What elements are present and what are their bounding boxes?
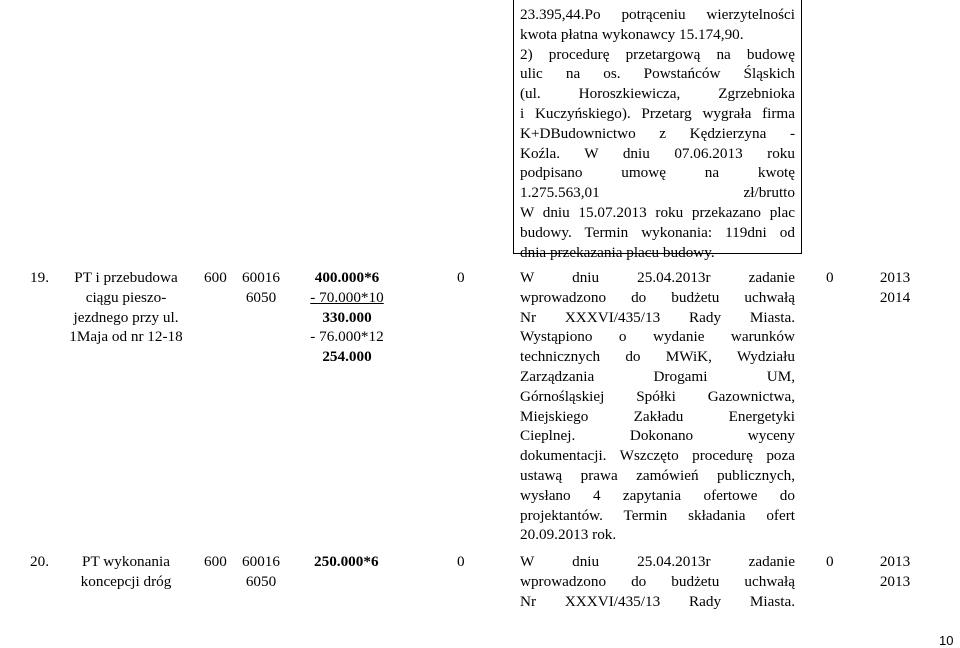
- desc-line: Cieplnej. Dokonano wyceny: [520, 427, 795, 445]
- desc-line: W dniu 25.04.2013r zadanie: [520, 269, 795, 286]
- task-name-line: ciągu pieszo-: [85, 288, 167, 306]
- amount-line: 400.000*6: [314, 269, 380, 286]
- row-19-advance: 0: [826, 269, 834, 286]
- rozdzial: 60016: [242, 553, 280, 570]
- top-line: 2) procedurę przetargową na budowę: [520, 45, 795, 63]
- task-name-line: jezdnego przy ul.: [73, 308, 179, 326]
- top-line: 1.275.563,01 zł/brutto: [520, 184, 795, 202]
- amount-line: - 76.000*12: [310, 328, 384, 346]
- desc-line: wprowadzono do budżetu uchwałą: [520, 572, 795, 590]
- row-20-amount: 250.000*6: [314, 553, 379, 570]
- desc-line: wysłano 4 zapytania ofertowe do: [520, 486, 795, 504]
- row-19-dzial: 600: [204, 269, 227, 286]
- task-name-line: 1Maja od nr 12-18: [69, 328, 183, 346]
- row-19-rozdzial-paragraf: [234, 268, 288, 308]
- amount-line: 330.000: [322, 308, 372, 326]
- year-start: 2013: [879, 553, 911, 570]
- top-line: K+DBudownictwo z Kędzierzyna -: [520, 124, 795, 142]
- top-description-cell: [520, 5, 795, 262]
- task-name-line: PT i przebudowa: [74, 269, 178, 286]
- desc-line: Wystąpiono o wydanie warunków: [520, 328, 795, 346]
- page-number: 10: [939, 633, 954, 648]
- desc-line: Zarządzania Drogami UM,: [520, 367, 795, 385]
- desc-line: dokumentacji. Wszczęto procedurę poza: [520, 447, 795, 465]
- paragraf: 6050: [245, 572, 277, 590]
- task-name-line: PT wykonania: [82, 553, 170, 570]
- top-line: budowy. Termin wykonania: 119dni od: [520, 223, 795, 241]
- top-line: W dniu 15.07.2013 roku przekazano plac: [520, 203, 795, 221]
- desc-line: W dniu 25.04.2013r zadanie: [520, 553, 795, 570]
- row-20-dzial: 600: [204, 553, 227, 570]
- amount-line: - 70.000*10: [310, 288, 384, 306]
- row-19-lp: 19.: [30, 269, 49, 286]
- year-end: 2013: [879, 572, 911, 590]
- desc-line: Nr XXXVI/435/13 Rady Miasta.: [520, 592, 795, 610]
- top-line: dnia przekazania placu budowy.: [520, 243, 715, 261]
- row-20-lp: 20.: [30, 553, 49, 570]
- desc-line: Nr XXXVI/435/13 Rady Miasta.: [520, 308, 795, 326]
- top-line: kwota płatna wykonawcy 15.174,90.: [520, 25, 744, 43]
- row-19-years: [870, 268, 920, 308]
- task-name-line: koncepcji dróg: [80, 572, 172, 590]
- row-20-rozdzial-paragraf: [234, 552, 288, 592]
- top-line: podpisano umowę na kwotę: [520, 164, 795, 182]
- year-start: 2013: [879, 269, 911, 286]
- top-line: 23.395,44.Po potrąceniu wierzytelności: [520, 6, 795, 23]
- paragraf: 6050: [245, 288, 277, 306]
- top-cell-right-border: [801, 0, 802, 254]
- year-end: 2014: [879, 288, 911, 306]
- top-line: (ul. Horoszkiewicza, Zgrzebnioka: [520, 85, 795, 103]
- row-20-description: [520, 552, 795, 611]
- desc-line: ustawą prawa zamówień publicznych,: [520, 466, 795, 484]
- row-19-amounts: [292, 268, 402, 367]
- desc-line: 20.09.2013 rok.: [520, 526, 617, 544]
- row-19-description: [520, 268, 795, 545]
- rozdzial: 60016: [242, 269, 280, 286]
- row-19-executed: 0: [457, 269, 465, 286]
- row-20-years: [870, 552, 920, 592]
- row-20-executed: 0: [457, 553, 465, 570]
- amount-line: 254.000: [322, 348, 372, 366]
- top-line: ulic na os. Powstańców Śląskich: [520, 65, 795, 83]
- row-19-task-name: [56, 268, 196, 347]
- desc-line: Miejskiego Zakładu Energetyki: [520, 407, 795, 425]
- row-20-advance: 0: [826, 553, 834, 570]
- top-line: i Kuczyńskiego). Przetarg wygrała firma: [520, 104, 795, 122]
- desc-line: Górnośląskiej Spółki Gazownictwa,: [520, 387, 795, 405]
- desc-line: projektantów. Termin składania ofert: [520, 506, 795, 524]
- top-line: Koźla. W dniu 07.06.2013 roku: [520, 144, 795, 162]
- top-cell-left-border: [513, 0, 514, 254]
- desc-line: technicznych do MWiK, Wydziału: [520, 348, 795, 366]
- desc-line: wprowadzono do budżetu uchwałą: [520, 288, 795, 306]
- row-20-task-name: [56, 552, 196, 592]
